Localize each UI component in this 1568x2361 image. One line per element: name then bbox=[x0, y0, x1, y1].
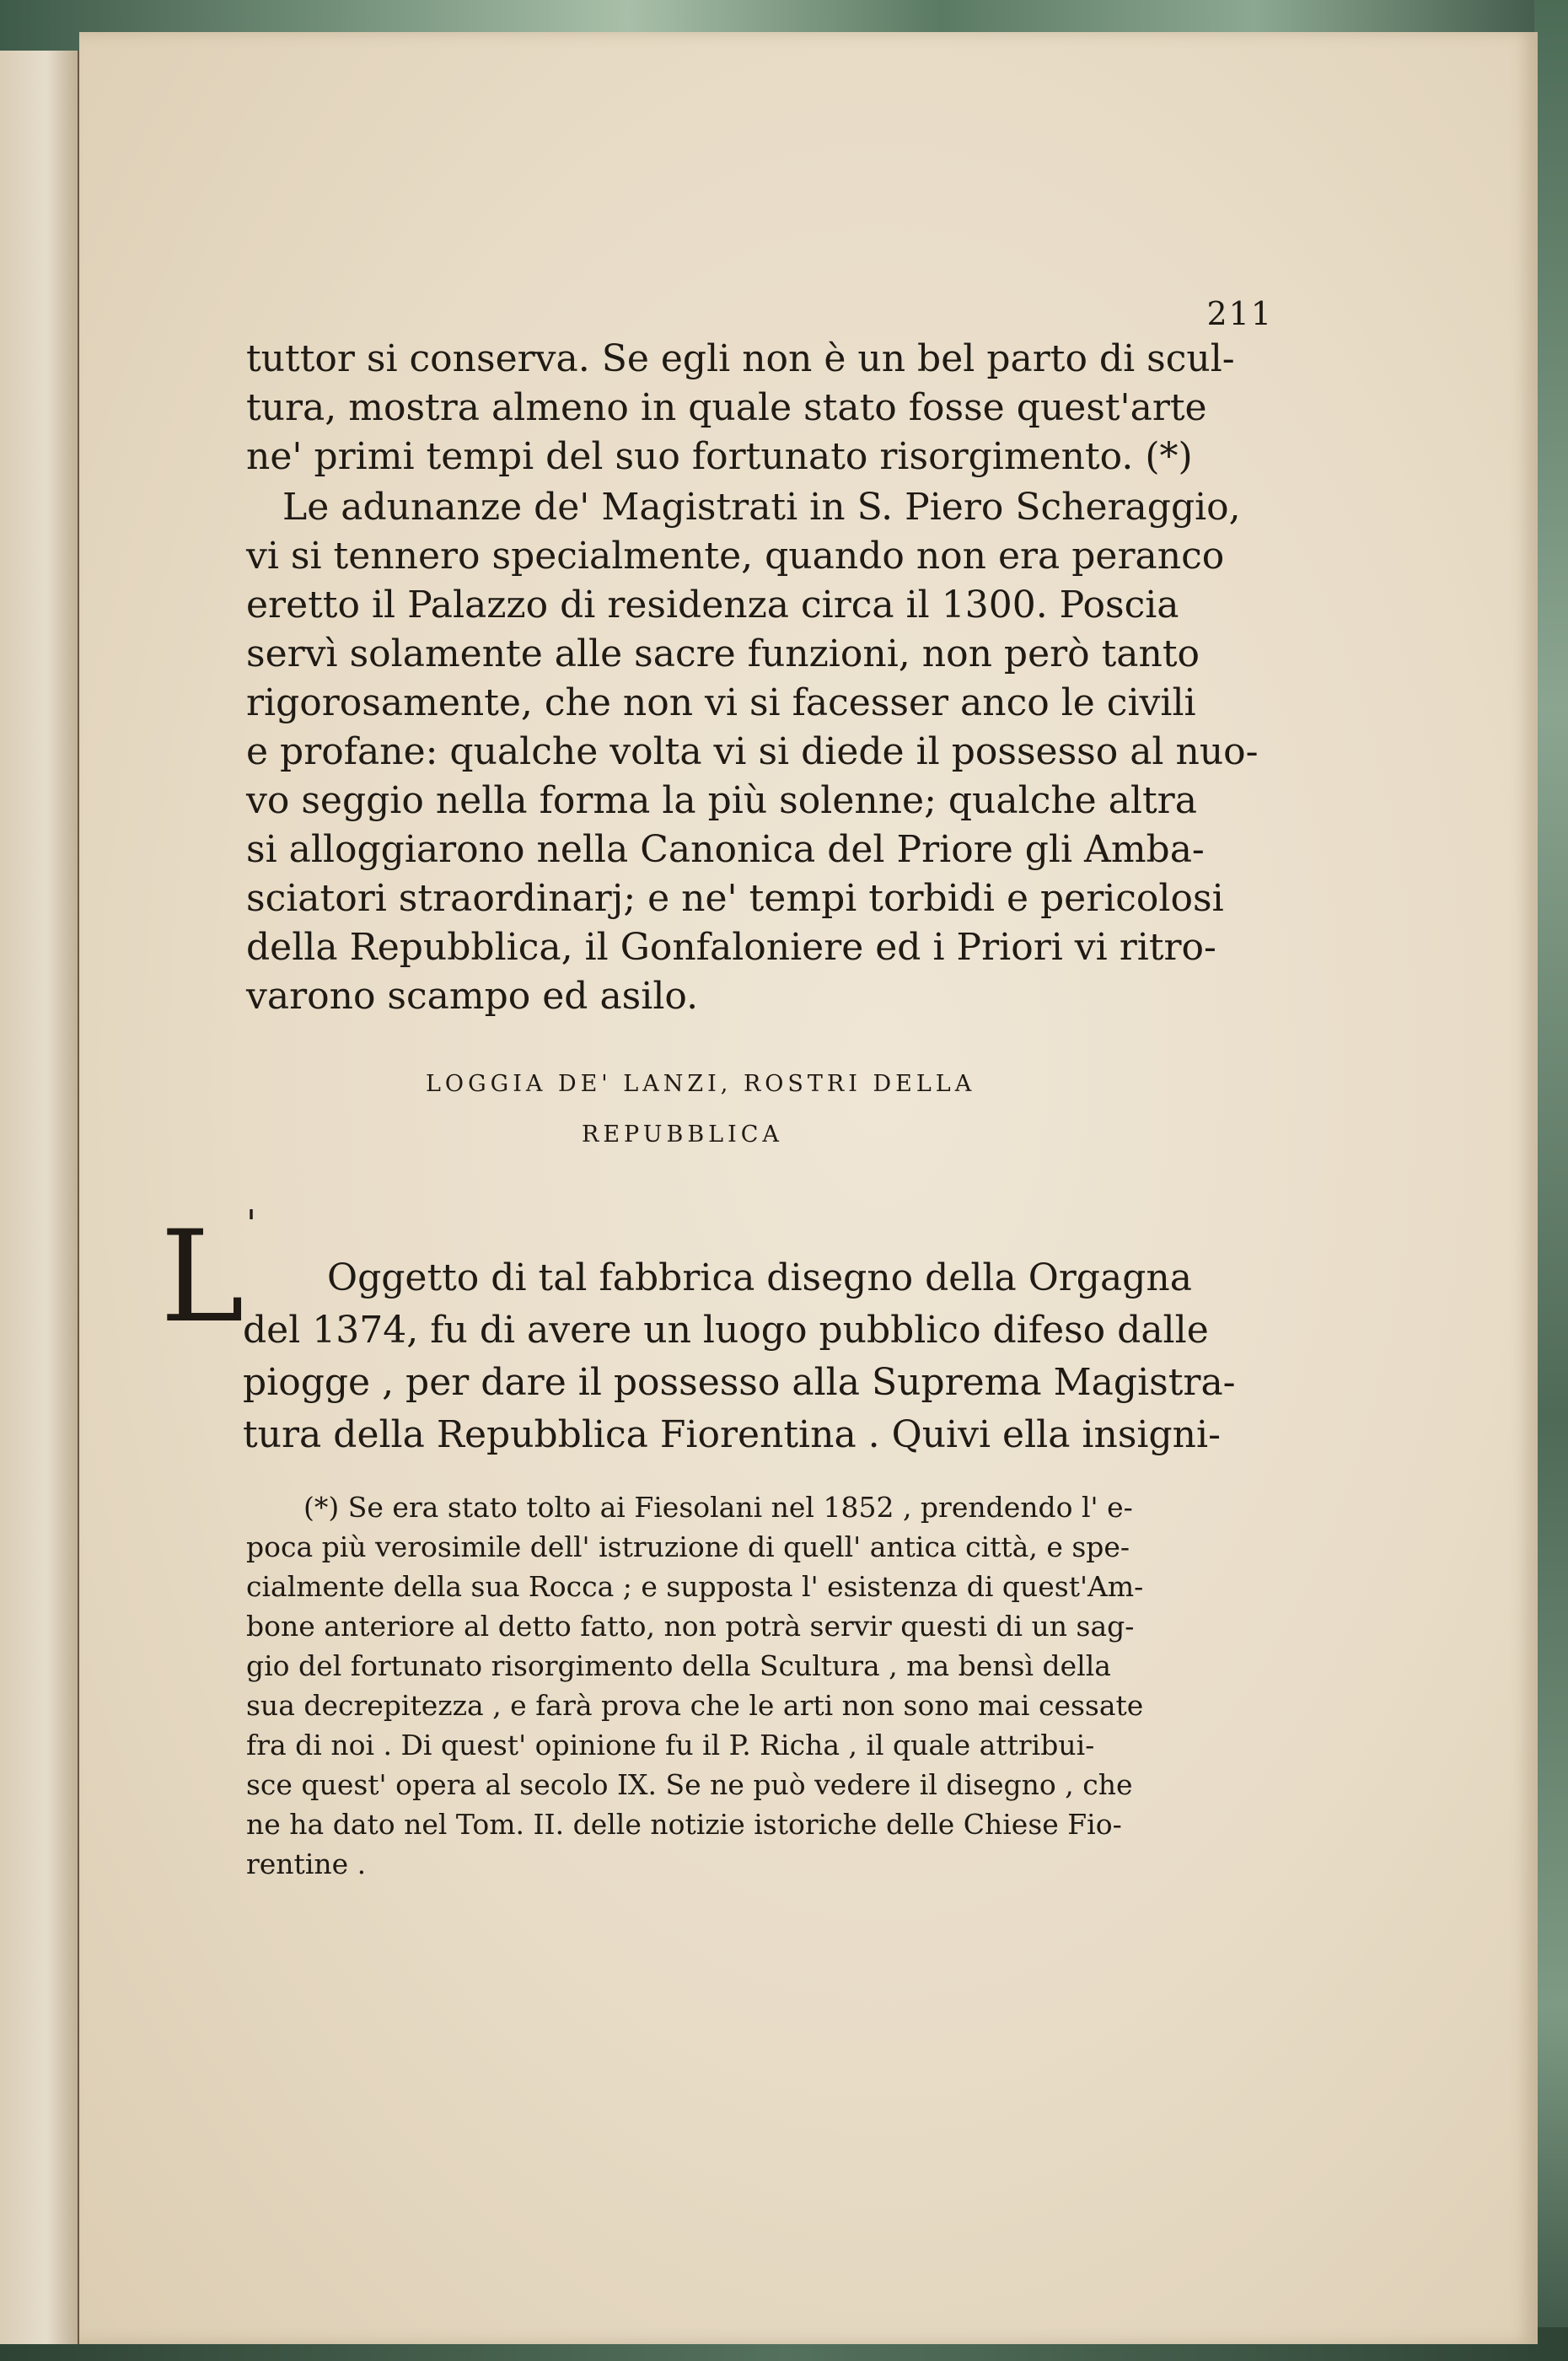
footnote-line: bone anteriore al detto fatto, non potrà servir questi di un sag- bbox=[246, 1610, 1135, 1643]
paragraph2-line: servì solamente alle sacre funzioni, non però tanto bbox=[246, 632, 1200, 675]
paragraph1-line: tura, mostra almeno in quale stato fosse quest'arte bbox=[246, 386, 1207, 429]
book-cover-right-edge bbox=[1534, 0, 1568, 2361]
paragraph2-line: vi si tennero specialmente, quando non era peranco bbox=[246, 535, 1225, 578]
paragraph2-line: Le adunanze de' Magistrati in S. Piero Scheraggio, bbox=[282, 486, 1241, 529]
section-text-line: del 1374, fu di avere un luogo pubblico difeso dalle bbox=[243, 1309, 1209, 1352]
drop-cap-apostrophe: ' bbox=[246, 1202, 257, 1245]
footnote-line: rentine . bbox=[246, 1847, 367, 1880]
left-page-edge bbox=[0, 51, 79, 2344]
paragraph1-line: tuttor si conserva. Se egli non è un bel parto di scul- bbox=[246, 337, 1235, 380]
footnote-line: ne ha dato nel Tom. II. delle notizie istoriche delle Chiese Fio- bbox=[246, 1808, 1122, 1841]
paragraph2-line: si alloggiarono nella Canonica del Priore gli Amba- bbox=[246, 828, 1205, 871]
drop-cap: L bbox=[160, 1204, 244, 1351]
section-text-line: piogge , per dare il possesso alla Suprema Magistra- bbox=[243, 1361, 1236, 1404]
section-heading-continued: REPUBBLICA bbox=[582, 1121, 783, 1148]
footnote-line: gio del fortunato risorgimento della Scultura , ma bensì della bbox=[246, 1649, 1111, 1682]
footnote-line: sce quest' opera al secolo IX. Se ne può vedere il disegno , che bbox=[246, 1768, 1133, 1801]
footnote-line: cialmente della sua Rocca ; e supposta l' esistenza di quest'Am- bbox=[246, 1570, 1144, 1603]
section-text-line: Oggetto di tal fabbrica disegno della Orgagna bbox=[327, 1256, 1192, 1299]
section-text-line: tura della Repubblica Fiorentina . Quivi ella insigni- bbox=[243, 1413, 1221, 1456]
paragraph2-line: e profane: qualche volta vi si diede il possesso al nuo- bbox=[246, 730, 1259, 773]
paragraph2-line: della Repubblica, il Gonfaloniere ed i Priori vi ritro- bbox=[246, 926, 1216, 969]
paragraph2-line: sciatori straordinarj; e ne' tempi torbidi e pericolosi bbox=[246, 877, 1224, 920]
footnote-line: fra di noi . Di quest' opinione fu il P. Richa , il quale attribui- bbox=[246, 1729, 1095, 1761]
page-number: 211 bbox=[1206, 295, 1273, 332]
paragraph1-line: ne' primi tempi del suo fortunato risorgimento. (*) bbox=[246, 435, 1193, 478]
paragraph2-line: vo seggio nella forma la più solenne; qualche altra bbox=[246, 779, 1197, 822]
footnote-line: sua decrepitezza , e farà prova che le arti non sono mai cessate bbox=[246, 1689, 1144, 1722]
paragraph2-line: rigorosamente, che non vi si facesser anco le civili bbox=[246, 681, 1196, 724]
footnote-line: poca più verosimile dell' istruzione di quell' antica città, e spe- bbox=[246, 1530, 1130, 1563]
paragraph2-line: eretto il Palazzo di residenza circa il 1300. Poscia bbox=[246, 584, 1179, 627]
footnote-line: (*) Se era stato tolto ai Fiesolani nel 1852 , prendendo l' e- bbox=[303, 1491, 1133, 1524]
paragraph2-line: varono scampo ed asilo. bbox=[246, 975, 699, 1018]
section-heading: LOGGIA DE' LANZI, ROSTRI DELLA bbox=[426, 1071, 976, 1097]
